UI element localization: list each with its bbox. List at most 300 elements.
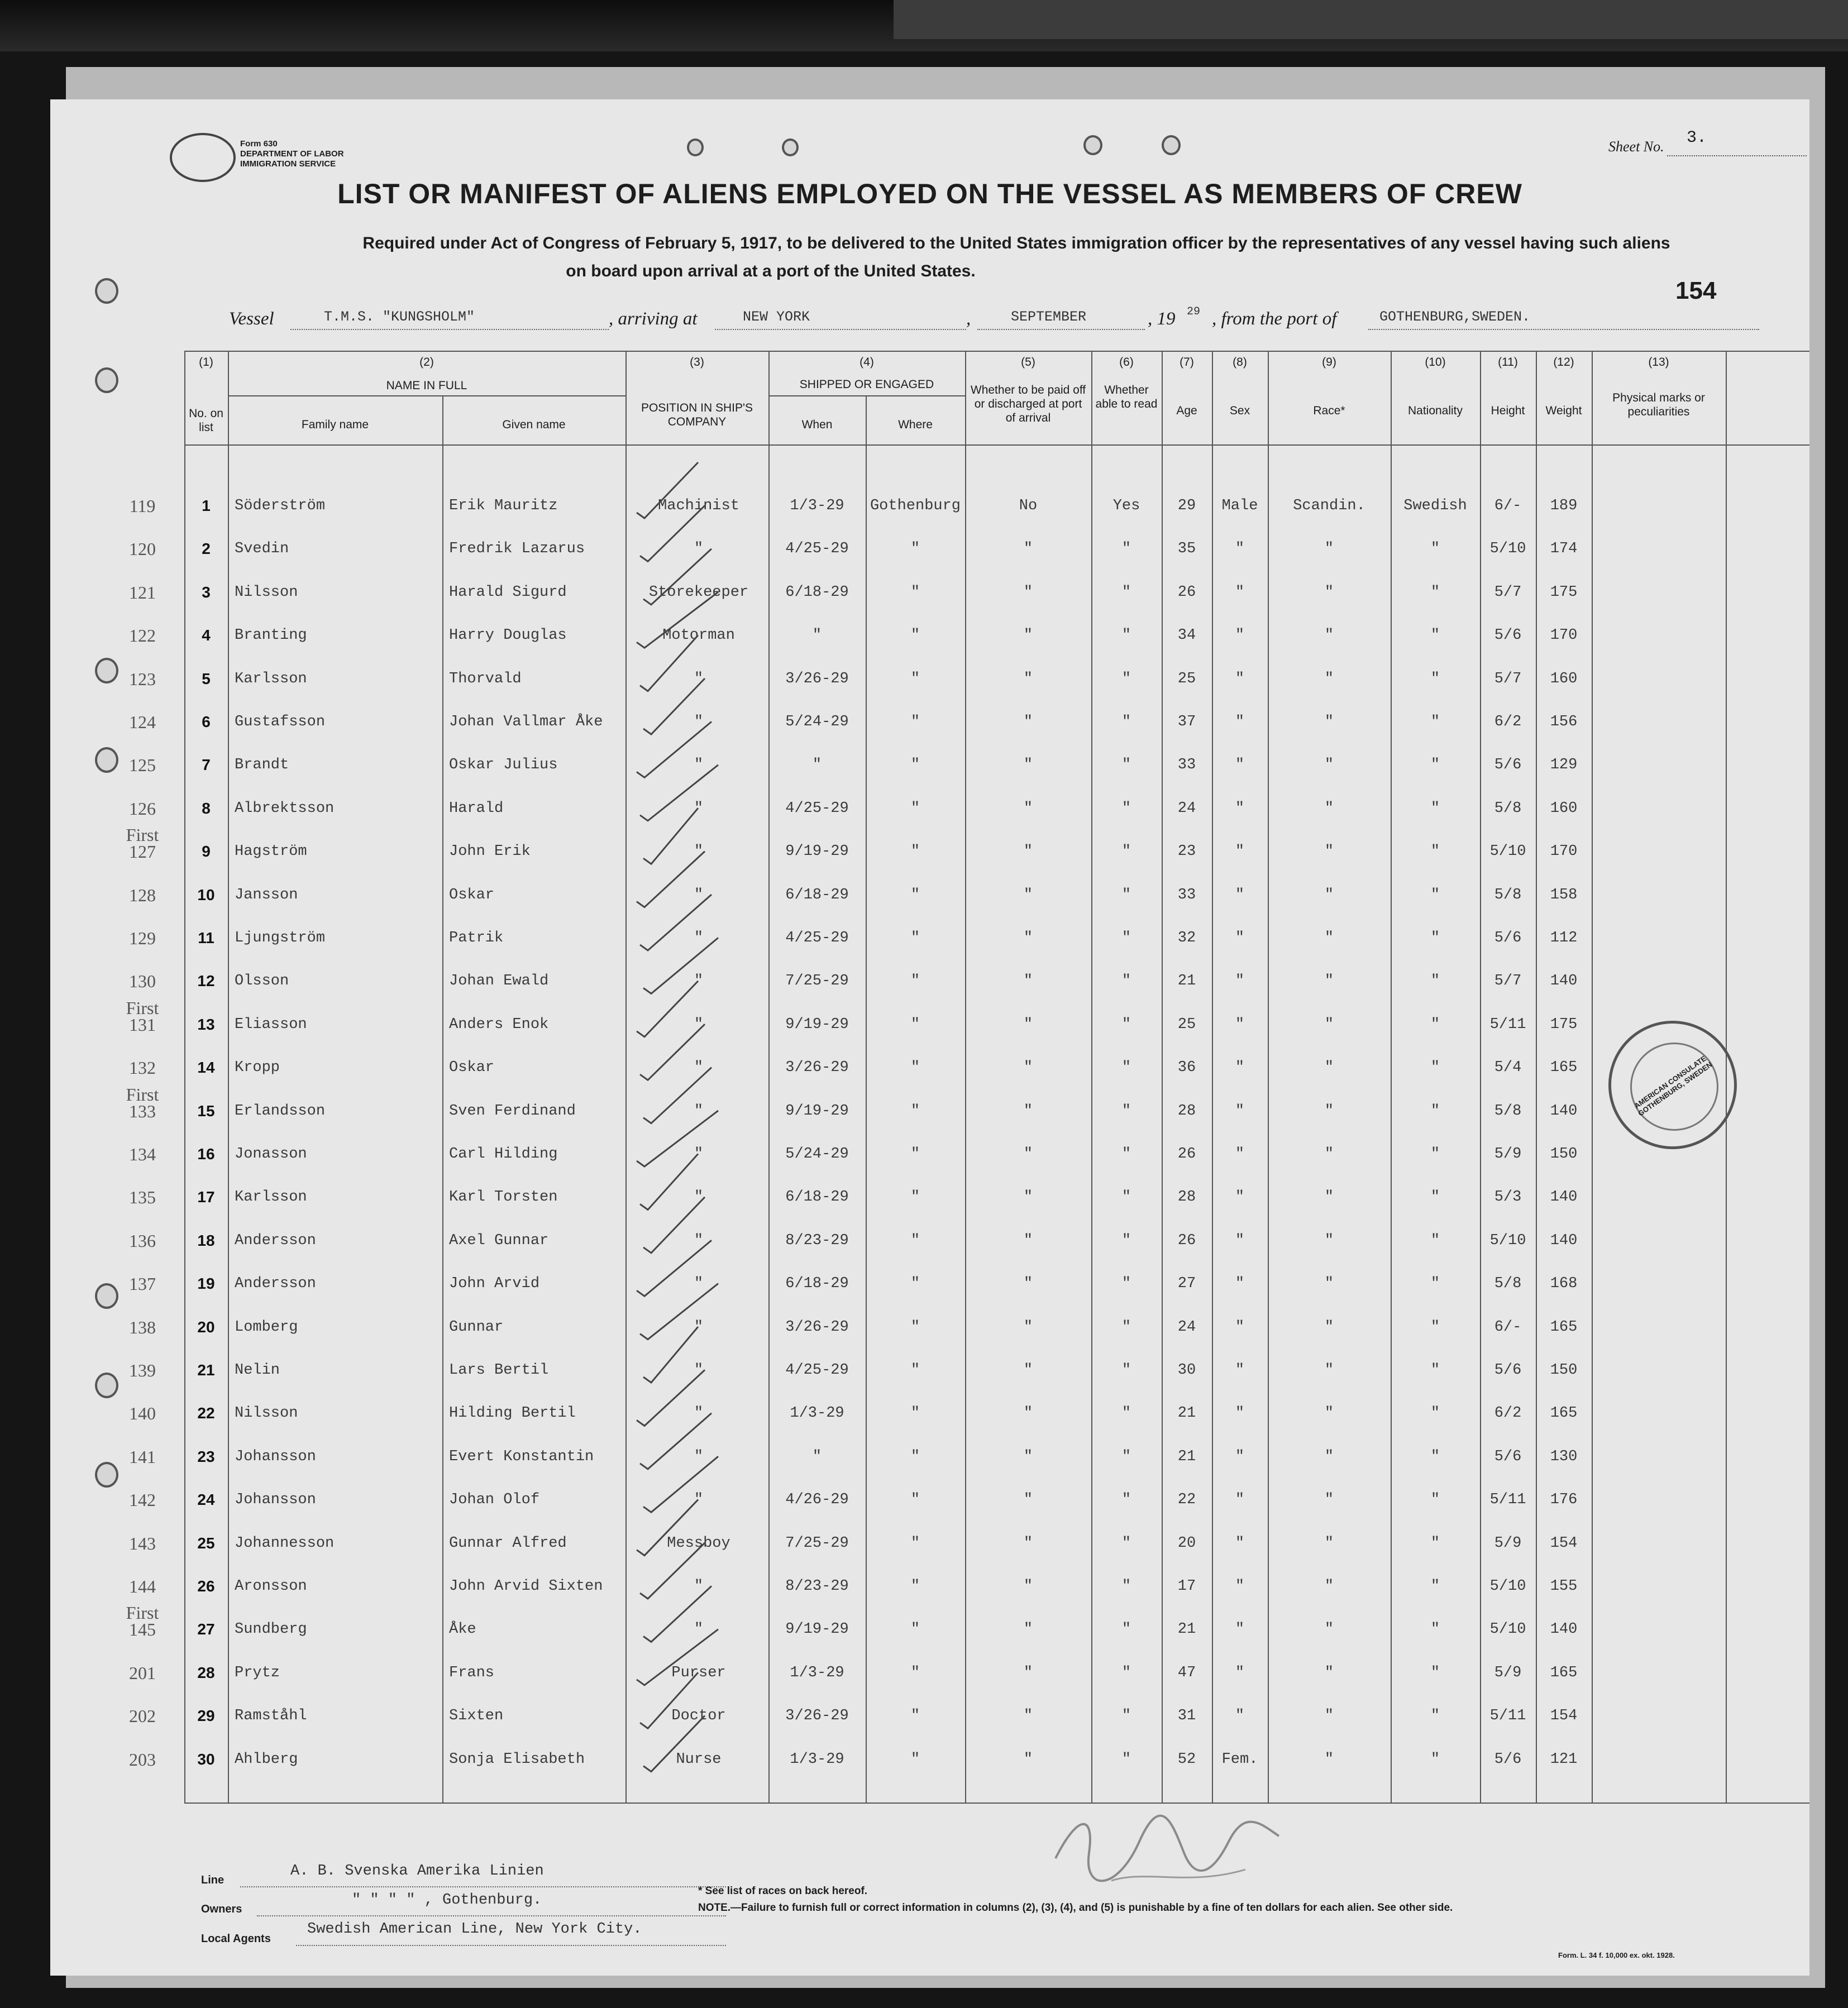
cell-weight: 165 xyxy=(1550,1664,1578,1681)
cell-read: " xyxy=(1121,1448,1131,1465)
subtitle xyxy=(223,230,1809,285)
cell-height: 5/6 xyxy=(1494,1448,1522,1465)
cell-position: " xyxy=(694,1318,704,1336)
cell-when: 4/25-29 xyxy=(785,541,849,558)
cell-where: " xyxy=(910,1318,920,1336)
cell-read: " xyxy=(1121,843,1131,860)
row-list-number: 127 xyxy=(129,842,156,862)
cell-when: 4/25-29 xyxy=(785,800,849,817)
cell-no: 8 xyxy=(202,799,211,817)
cell-sex: " xyxy=(1235,1146,1245,1163)
row-list-number: 121 xyxy=(129,582,156,603)
cell-age: 21 xyxy=(1177,1621,1196,1638)
cell-paid: " xyxy=(1023,800,1033,817)
cell-height: 5/7 xyxy=(1494,973,1522,990)
cell-given: Thorvald xyxy=(449,670,522,687)
row-first-note: First xyxy=(126,1603,159,1623)
arrival-year: 29 xyxy=(1187,305,1201,318)
cell-where: " xyxy=(910,627,920,644)
cell-weight: 160 xyxy=(1550,800,1578,817)
cell-where: " xyxy=(910,1146,920,1163)
cell-race: " xyxy=(1324,1016,1334,1033)
cell-family: Ahlberg xyxy=(235,1751,298,1768)
arriving-label: , arriving at xyxy=(609,309,698,329)
subtitle-line-2: on board upon arrival at a port of the United States. xyxy=(566,262,976,280)
check-mark xyxy=(640,1024,705,1080)
cell-position: Storekeeper xyxy=(648,584,749,601)
col-position-header: POSITION IN SHIP'S COMPANY xyxy=(641,401,753,428)
cell-race: " xyxy=(1324,541,1334,558)
punch-hole xyxy=(1083,135,1102,155)
cell-no: 20 xyxy=(197,1318,215,1336)
cell-height: 6/- xyxy=(1494,1318,1522,1336)
cell-when: 9/19-29 xyxy=(785,1621,849,1638)
race-note: * See list of races on back hereof. xyxy=(698,1885,868,1897)
cell-read: " xyxy=(1121,1146,1131,1163)
cell-age: 52 xyxy=(1177,1751,1196,1768)
cell-read: " xyxy=(1121,541,1131,558)
cell-family: Söderström xyxy=(235,498,326,514)
cell-race: " xyxy=(1324,1275,1334,1293)
cell-race: " xyxy=(1324,1491,1334,1509)
cell-when: 9/19-29 xyxy=(785,1016,849,1033)
table-header-border xyxy=(184,444,1809,446)
cell-nat: " xyxy=(1430,627,1440,644)
cell-where: " xyxy=(910,584,920,601)
col-shipped-header: SHIPPED OR ENGAGED xyxy=(799,378,934,391)
cell-paid: " xyxy=(1023,670,1033,687)
cell-when: 4/25-29 xyxy=(785,1362,849,1379)
check-mark xyxy=(637,462,698,518)
cell-nat: " xyxy=(1430,1318,1440,1336)
cell-read: " xyxy=(1121,1578,1131,1595)
cell-sex: " xyxy=(1235,1189,1245,1206)
cell-family: Jonasson xyxy=(235,1146,307,1163)
col-name-header: NAME IN FULL xyxy=(386,379,467,392)
cell-given: Fredrik Lazarus xyxy=(449,541,585,558)
cell-age: 20 xyxy=(1177,1534,1196,1552)
check-mark xyxy=(637,1370,705,1426)
cell-sex: " xyxy=(1235,1275,1245,1293)
cell-read: " xyxy=(1121,800,1131,817)
cell-where: " xyxy=(910,930,920,946)
cell-position: " xyxy=(694,1146,704,1163)
cell-position: Machinist xyxy=(658,498,739,514)
manifest-sheet: Form 630 DEPARTMENT OF LABOR IMMIGRATION SERVICE Sheet No. 3. LIST OR MANIFEST OF ALIENS EMPLOYED ON THE VESSEL AS MEMBERS OF CREW Required under Act of Congress of February 5, 1917, to be delivered to the United States immigration officer by the representatives of any vessel having such aliens on board upon arrival at a port of the United States. 154 Vessel T.M.S. "KUNGSHOLM" , arriving at NEW YORK , SEPTEMBER , 19 29 , from the port of GOTHENBURG,SWEDEN. (1) No. on list (2) NAME IN FULL Family name Given name (3) POSITION IN SHIP'S COMPANY (4) SHIPPED OR ENGAGED When Where (5) Whether to be paid off or discharged at port of arrival (6) Whether able to read (7) Age (8) Sex (9) Race* (10) Nationality (11) Height (12) Weight (13) Physical marks or peculiarities 119 1 Söderström Erik Mauritz Machinist 1/3-29 Gothenburg No Yes 29 Male Scandin. Swedish 6/- 189 120 2 Svedin Fredrik Lazarus " 4/25-29 " " " 35 " " " 5/10 174 121 3 Nilsson Harald Sigurd Storekeeper 6/18-29 " " " 26 " " " 5/7 175 122 4 Branting Harry Douglas Motorman " " " " 34 " " " 5/6 170 123 5 Karlsson Thorvald " 3/26-29 " " " 25 " " " 5/7 160 124 6 Gustafsson Johan Vallmar Åke " 5/24-29 " " " 37 " " " 6/2 156 125 7 Brandt Oskar Julius " " " " " 33 " " " 5/6 129 126 8 Albrektsson Harald " 4/25-29 " " " 24 " " " 5/8 160 First 127 9 Hagström John Erik " 9/19-29 " " " 23 " " " 5/10 170 128 10 Jansson Oskar " 6/18-29 " " " 33 " " " 5/8 158 129 11 Ljungström Patrik " 4/25-29 " " " 32 " " " 5/6 112 130 12 Olsson Johan Ewald " 7/25-29 " " " 21 " " " 5/7 140 First 131 13 Eliasson Anders Enok " 9/19-29 " " " 25 " " " 5/11 175 132 14 Kropp Oskar " 3/26-29 " " " 36 " " " 5/4 165 First 133 15 Erlandsson Sven Ferdinand " 9/19-29 " " " 28 " " " 5/8 140 134 16 Jonasson Carl Hilding " 5/24-29 " " " 26 " " " 5/9 150 135 17 Karlsson Karl Torsten " 6/18-29 " " " 28 " " " 5/3 140 136 18 Andersson Axel Gunnar " 8/23-29 " " " 26 " " " 5/10 140 137 19 Andersson John Arvid " 6/18-29 " " " 27 " " " 5/8 168 138 20 Lomberg Gunnar " 3/26-29 " " " 24 " " " 6/- 165 139 21 Nelin Lars Bertil " 4/25-29 " " " 30 " " " 5/6 150 140 22 Nilsson Hilding Bertil " 1/3-29 " " " 21 " " " 6/2 165 141 23 Johansson Evert Konstantin " " " " " 21 " " " 5/6 130 142 24 Johansson Johan Olof " 4/26-29 " " " 22 " " " 5/11 176 143 25 Johannesson Gunnar Alfred Messboy 7/25-29 " " " 20 " " " 5/9 154 144 26 Aronsson John Arvid Sixten " 8/23-29 " " " 17 " " " 5/10 155 First 145 27 Sundberg Åke " 9/19-29 " " " 21 " " " 5/10 140 201 28 Prytz Frans Purser 1/3-29 " " " 47 " " " 5/9 165 202 29 Ramståhl Sixten Doctor 3/26-29 " " " 31 " " " 5/11 154 203 30 Ahlberg Sonja Elisabeth Nurse 1/3-29 " " " 52 Fem. " " 5/6 121 AMERICAN CONSULATE GOTHENBURG, SWEDEN Line A. B. Svenska Amerika Linien Owners " " " " , Gothenburg. Local Agents Swedish American Line, New York City. * See list of races on back hereof. NOTE.—Failure to furnish full or correct information in columns (2), (3), (4), and (5) is punishable by a fine of ten dollars for each alien. See other side. Form. L. 34 f. 10,000 ex. okt. 1928. xyxy=(50,99,1809,1976)
cell-nat: " xyxy=(1430,1275,1440,1293)
row-list-number: 133 xyxy=(129,1101,156,1121)
cell-weight: 154 xyxy=(1550,1708,1578,1725)
cell-where: " xyxy=(910,714,920,730)
check-mark xyxy=(643,1456,718,1512)
cell-read: " xyxy=(1121,670,1131,687)
cell-age: 29 xyxy=(1177,498,1196,514)
cell-weight: 129 xyxy=(1550,757,1578,774)
cell-nat: Swedish xyxy=(1403,498,1467,514)
cell-weight: 140 xyxy=(1550,1621,1578,1638)
cell-read: " xyxy=(1121,1275,1131,1293)
cell-position: " xyxy=(694,757,704,774)
cell-nat: " xyxy=(1430,1405,1440,1422)
cell-sex: " xyxy=(1235,1102,1245,1120)
penalty-note: NOTE.—Failure to furnish full or correct information in columns (2), (3), (4), and (5) is punishable by a fine of ten dollars for each alien. See other side. xyxy=(698,1902,1453,1914)
cell-age: 25 xyxy=(1177,670,1196,687)
col-nationality-header: Nationality xyxy=(1407,404,1463,417)
cell-age: 35 xyxy=(1177,541,1196,558)
cell-nat: " xyxy=(1430,670,1440,687)
cell-family: Karlsson xyxy=(235,670,307,687)
cell-given: Johan Vallmar Åke xyxy=(449,714,603,730)
cell-where: " xyxy=(910,1059,920,1077)
cell-no: 24 xyxy=(197,1491,215,1509)
cell-weight: 154 xyxy=(1550,1534,1578,1552)
cell-paid: " xyxy=(1023,886,1033,903)
cell-when: " xyxy=(812,757,822,774)
cell-given: Harald xyxy=(449,800,504,817)
cell-where: " xyxy=(910,1708,920,1725)
sheet-number-line xyxy=(1667,155,1807,156)
row-list-number: 139 xyxy=(129,1360,156,1380)
check-mark xyxy=(637,1240,711,1296)
row-list-number: 126 xyxy=(129,798,156,819)
row-list-number: 131 xyxy=(129,1014,156,1035)
cell-read: " xyxy=(1121,1016,1131,1033)
cell-no: 12 xyxy=(197,972,215,990)
cell-no: 26 xyxy=(197,1577,215,1595)
cell-given: Sven Ferdinand xyxy=(449,1102,576,1120)
cell-when: 1/3-29 xyxy=(790,498,844,514)
cell-family: Jansson xyxy=(235,886,298,903)
cell-age: 25 xyxy=(1177,1016,1196,1033)
cell-nat: " xyxy=(1430,1146,1440,1163)
from-label: , from the port of xyxy=(1212,309,1337,329)
cell-given: Erik Mauritz xyxy=(449,498,558,514)
row-list-number: 140 xyxy=(129,1403,156,1424)
cell-no: 14 xyxy=(197,1059,215,1077)
cell-read: " xyxy=(1121,973,1131,990)
cell-position: " xyxy=(694,1448,704,1465)
cell-position: " xyxy=(694,1275,704,1293)
cell-where: " xyxy=(910,1751,920,1768)
cell-sex: " xyxy=(1235,800,1245,817)
cell-paid: " xyxy=(1023,1708,1033,1725)
cell-position: " xyxy=(694,1102,704,1120)
cell-given: Gunnar Alfred xyxy=(449,1534,567,1552)
cell-race: " xyxy=(1324,1578,1334,1595)
cell-position: " xyxy=(694,843,704,860)
cell-age: 34 xyxy=(1177,627,1196,644)
col-where-header: Where xyxy=(898,418,933,431)
cell-sex: " xyxy=(1235,1578,1245,1595)
cell-race: " xyxy=(1324,800,1334,817)
cell-nat: " xyxy=(1430,1016,1440,1033)
arrival-port: NEW YORK xyxy=(743,309,810,325)
cell-weight: 140 xyxy=(1550,1189,1578,1206)
cell-nat: " xyxy=(1430,1664,1440,1681)
cell-where: " xyxy=(910,886,920,903)
cell-sex: " xyxy=(1235,1448,1245,1465)
cell-nat: " xyxy=(1430,1362,1440,1379)
cell-family: Svedin xyxy=(235,541,289,558)
cell-height: 5/10 xyxy=(1489,1621,1526,1638)
check-mark xyxy=(637,1629,718,1685)
cell-sex: " xyxy=(1235,843,1245,860)
col-weight-header: Weight xyxy=(1545,404,1582,417)
cell-paid: " xyxy=(1023,714,1033,730)
row-list-number: 123 xyxy=(129,668,156,689)
cell-race: " xyxy=(1324,1664,1334,1681)
cell-weight: 155 xyxy=(1550,1578,1578,1595)
cell-family: Lomberg xyxy=(235,1318,298,1336)
cell-race: " xyxy=(1324,843,1334,860)
col-number-header: No. on list xyxy=(189,407,223,434)
cell-when: 6/18-29 xyxy=(785,1275,849,1293)
cell-family: Eliasson xyxy=(235,1016,307,1033)
check-mark xyxy=(640,505,705,561)
cell-sex: " xyxy=(1235,1708,1245,1725)
cell-read: " xyxy=(1121,1059,1131,1077)
cell-age: 30 xyxy=(1177,1362,1196,1379)
cell-given: Karl Torsten xyxy=(449,1189,558,1206)
cell-paid: " xyxy=(1023,541,1033,558)
cell-when: 3/26-29 xyxy=(785,1318,849,1336)
agents-label: Local Agents xyxy=(201,1933,271,1945)
check-mark xyxy=(640,895,711,950)
cell-given: Anders Enok xyxy=(449,1016,549,1033)
cell-position: Purser xyxy=(671,1664,726,1681)
cell-given: Oskar xyxy=(449,886,495,903)
cell-paid: " xyxy=(1023,973,1033,990)
row-list-number: 132 xyxy=(129,1058,156,1078)
cell-when: 3/26-29 xyxy=(785,1059,849,1077)
cell-when: 5/24-29 xyxy=(785,1146,849,1163)
cell-height: 6/- xyxy=(1494,498,1522,514)
cell-nat: " xyxy=(1430,843,1440,860)
cell-when: 9/19-29 xyxy=(785,1102,849,1120)
cell-height: 5/7 xyxy=(1494,670,1522,687)
cell-weight: 160 xyxy=(1550,670,1578,687)
cell-given: John Arvid Sixten xyxy=(449,1578,603,1595)
cell-paid: " xyxy=(1023,757,1033,774)
cell-given: Hilding Bertil xyxy=(449,1405,576,1422)
cell-given: John Erik xyxy=(449,843,531,860)
cell-paid: " xyxy=(1023,1232,1033,1249)
year-prefix: , 19 xyxy=(1148,309,1176,329)
cell-where: " xyxy=(910,1189,920,1206)
cell-sex: " xyxy=(1235,1621,1245,1638)
row-list-number: 203 xyxy=(129,1749,156,1770)
cell-no: 2 xyxy=(202,540,211,558)
cell-where: Gothenburg xyxy=(870,498,961,514)
shipped-subheader-line xyxy=(768,395,965,396)
cell-read: Yes xyxy=(1112,498,1140,514)
cell-where: " xyxy=(910,541,920,558)
cell-age: 22 xyxy=(1177,1491,1196,1509)
cell-height: 5/10 xyxy=(1489,1232,1526,1249)
cell-nat: " xyxy=(1430,1534,1440,1552)
cell-sex: " xyxy=(1235,1491,1245,1509)
cell-family: Nilsson xyxy=(235,1405,298,1422)
cell-where: " xyxy=(910,843,920,860)
cell-family: Andersson xyxy=(235,1232,316,1249)
cell-nat: " xyxy=(1430,886,1440,903)
cell-family: Andersson xyxy=(235,1275,316,1293)
cell-height: 6/2 xyxy=(1494,714,1522,730)
row-list-number: 125 xyxy=(129,755,156,776)
cell-family: Erlandsson xyxy=(235,1102,326,1120)
row-list-number: 124 xyxy=(129,712,156,732)
cell-where: " xyxy=(910,1621,920,1638)
cell-family: Aronsson xyxy=(235,1578,307,1595)
row-list-number: 136 xyxy=(129,1230,156,1251)
cell-no: 1 xyxy=(202,497,211,514)
cell-no: 21 xyxy=(197,1361,215,1379)
signature-icon xyxy=(1044,1803,1301,1909)
sheet-number-value: 3. xyxy=(1687,128,1707,147)
cell-height: 5/10 xyxy=(1489,541,1526,558)
cell-read: " xyxy=(1121,1232,1131,1249)
service-name: IMMIGRATION SERVICE xyxy=(240,159,336,169)
cell-sex: " xyxy=(1235,670,1245,687)
cell-weight: 168 xyxy=(1550,1275,1578,1293)
cell-family: Olsson xyxy=(235,973,289,990)
cell-weight: 130 xyxy=(1550,1448,1578,1465)
col-height-header: Height xyxy=(1491,404,1525,417)
cell-nat: " xyxy=(1430,757,1440,774)
cell-age: 21 xyxy=(1177,973,1196,990)
cell-age: 28 xyxy=(1177,1102,1196,1120)
table-bottom-border xyxy=(184,1803,1809,1804)
cell-position: " xyxy=(694,1621,704,1638)
cell-read: " xyxy=(1121,1664,1131,1681)
cell-nat: " xyxy=(1430,800,1440,817)
cell-where: " xyxy=(910,1016,920,1033)
cell-where: " xyxy=(910,670,920,687)
cell-family: Branting xyxy=(235,627,307,644)
cell-paid: " xyxy=(1023,1146,1033,1163)
owners-label: Owners xyxy=(201,1903,242,1915)
cell-when: 5/24-29 xyxy=(785,714,849,730)
cell-when: 6/18-29 xyxy=(785,1189,849,1206)
cell-weight: 175 xyxy=(1550,1016,1578,1033)
cell-height: 5/11 xyxy=(1489,1708,1526,1725)
cell-family: Sundberg xyxy=(235,1621,307,1638)
cell-paid: " xyxy=(1023,1405,1033,1422)
punch-hole xyxy=(95,1462,118,1488)
row-list-number: 138 xyxy=(129,1317,156,1337)
cell-family: Johannesson xyxy=(235,1534,335,1552)
cell-weight: 170 xyxy=(1550,627,1578,644)
cell-paid: " xyxy=(1023,1491,1033,1509)
cell-read: " xyxy=(1121,1189,1131,1206)
cell-read: " xyxy=(1121,1362,1131,1379)
col-paid-header: Whether to be paid off or discharged at port of arrival xyxy=(970,384,1086,424)
cell-race: " xyxy=(1324,886,1334,903)
cell-race: " xyxy=(1324,584,1334,601)
cell-no: 18 xyxy=(197,1231,215,1249)
cell-paid: " xyxy=(1023,1275,1033,1293)
col-race-header: Race* xyxy=(1313,404,1345,417)
cell-read: " xyxy=(1121,1102,1131,1120)
cell-weight: 140 xyxy=(1550,973,1578,990)
cell-when: 1/3-29 xyxy=(790,1751,844,1768)
cell-height: 5/6 xyxy=(1494,627,1522,644)
cell-position: " xyxy=(694,886,704,903)
department-name: DEPARTMENT OF LABOR xyxy=(240,149,344,159)
check-marks xyxy=(625,457,782,1886)
cell-nat: " xyxy=(1430,1232,1440,1249)
name-subheader-line xyxy=(228,395,625,396)
cell-where: " xyxy=(910,800,920,817)
cell-sex: " xyxy=(1235,973,1245,990)
cell-nat: " xyxy=(1430,541,1440,558)
cell-family: Johansson xyxy=(235,1491,316,1509)
cell-nat: " xyxy=(1430,1491,1440,1509)
cell-given: Oskar xyxy=(449,1059,495,1077)
cell-paid: " xyxy=(1023,1189,1033,1206)
cell-nat: " xyxy=(1430,973,1440,990)
cell-read: " xyxy=(1121,1534,1131,1552)
cell-height: 5/11 xyxy=(1489,1491,1526,1509)
row-list-number: 134 xyxy=(129,1144,156,1164)
cell-where: " xyxy=(910,973,920,990)
cell-no: 9 xyxy=(202,843,211,860)
row-first-note: First xyxy=(126,825,159,845)
cell-when: 6/18-29 xyxy=(785,886,849,903)
cell-family: Brandt xyxy=(235,757,289,774)
cell-age: 32 xyxy=(1177,930,1196,946)
cell-race: Scandin. xyxy=(1293,498,1365,514)
cell-where: " xyxy=(910,1102,920,1120)
cell-nat: " xyxy=(1430,1621,1440,1638)
cell-position: " xyxy=(694,670,704,687)
cell-height: 5/8 xyxy=(1494,1275,1522,1293)
row-list-number: 201 xyxy=(129,1662,156,1683)
cell-height: 6/2 xyxy=(1494,1405,1522,1422)
cell-sex: Male xyxy=(1221,498,1258,514)
cell-when: 3/26-29 xyxy=(785,1708,849,1725)
row-first-note: First xyxy=(126,997,159,1018)
cell-position: " xyxy=(694,973,704,990)
consulate-stamp xyxy=(1608,1021,1737,1149)
cell-height: 5/11 xyxy=(1489,1016,1526,1033)
cell-height: 5/4 xyxy=(1494,1059,1522,1077)
cell-given: Harald Sigurd xyxy=(449,584,567,601)
cell-age: 21 xyxy=(1177,1448,1196,1465)
cell-where: " xyxy=(910,1448,920,1465)
col-family-header: Family name xyxy=(301,418,369,431)
cell-no: 23 xyxy=(197,1447,215,1465)
cell-height: 5/7 xyxy=(1494,584,1522,601)
cell-given: Åke xyxy=(449,1621,476,1638)
cell-weight: 170 xyxy=(1550,843,1578,860)
cell-given: Oskar Julius xyxy=(449,757,558,774)
cell-sex: Fem. xyxy=(1221,1751,1258,1768)
cell-weight: 112 xyxy=(1550,930,1578,946)
cell-position: " xyxy=(694,1578,704,1595)
cell-position: " xyxy=(694,1016,704,1033)
cell-where: " xyxy=(910,1578,920,1595)
cell-where: " xyxy=(910,1534,920,1552)
cell-nat: " xyxy=(1430,1578,1440,1595)
cell-no: 7 xyxy=(202,756,211,774)
cell-position: Messboy xyxy=(667,1534,730,1552)
row-list-number: 143 xyxy=(129,1533,156,1553)
sheet-number-label: Sheet No. xyxy=(1608,138,1664,155)
cell-sex: " xyxy=(1235,627,1245,644)
cell-age: 24 xyxy=(1177,1318,1196,1336)
cell-height: 5/9 xyxy=(1494,1664,1522,1681)
